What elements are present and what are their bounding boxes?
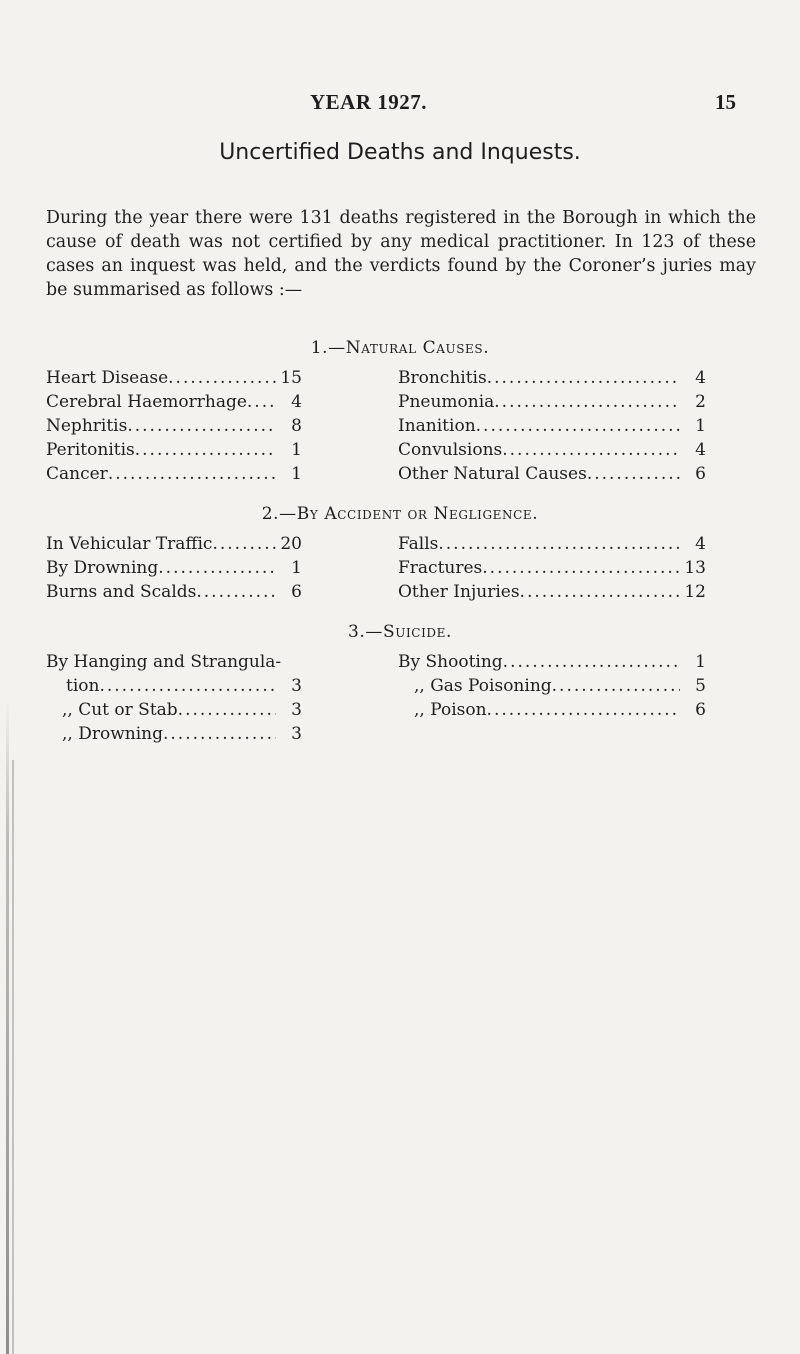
page-number: 15 xyxy=(715,90,736,114)
list-item: Fractures ..... 13 xyxy=(398,558,706,582)
list-item: Cerebral Haemorrhage ..... 4 xyxy=(46,392,302,416)
section-heading-natural-causes: 1.—Natural Causes. xyxy=(310,338,490,358)
page-header xyxy=(0,90,800,120)
list-item-first-line: By Hanging and Strangula- xyxy=(46,652,282,672)
list-item: Heart Disease ..... 15 xyxy=(46,368,302,392)
running-head: YEAR 1927. xyxy=(310,90,428,114)
list-item: Peritonitis ..... 1 xyxy=(46,440,302,464)
list-item: ,, Cut or Stab ..... 3 xyxy=(62,700,302,724)
page-edge-shadow xyxy=(6,700,9,1354)
list-item: By Drowning ..... 1 xyxy=(46,558,302,582)
page-edge-shadow xyxy=(12,760,14,1354)
section-heading-accident: 2.—By Accident or Negligence. xyxy=(261,504,539,524)
list-item: ,, Gas Poisoning ..... 5 xyxy=(414,676,706,700)
page-title: Uncertified Deaths and Inquests. xyxy=(219,140,581,165)
list-item: Nephritis ..... 8 xyxy=(46,416,302,440)
list-item: ,, Poison ..... 6 xyxy=(414,700,706,724)
section-heading-suicide: 3.—Suicide. xyxy=(347,622,453,642)
list-item: ,, Drowning ..... 3 xyxy=(62,724,302,748)
list-item: tion ..... 3 xyxy=(66,676,302,700)
list-item: Convulsions ..... 4 xyxy=(398,440,706,464)
list-item: Falls ..... 4 xyxy=(398,534,706,558)
intro-paragraph: During the year there were 131 deaths registered in the Borough in which the cause of death was not certified by any medical practitioner. In 123 of these cases an inquest was held, and the verdicts found by the Coroner’s juries may be summarised as follows :— xyxy=(46,208,756,300)
list-item: In Vehicular Traffic ..... 20 xyxy=(46,534,302,558)
list-item: By Shooting ..... 1 xyxy=(398,652,706,676)
list-item: Other Natural Causes ..... 6 xyxy=(398,464,706,488)
list-item: Pneumonia ..... 2 xyxy=(398,392,706,416)
list-item: Inanition ..... 1 xyxy=(398,416,706,440)
list-item: Other Injuries ..... 12 xyxy=(398,582,706,606)
list-item: Burns and Scalds ..... 6 xyxy=(46,582,302,606)
list-item: Bronchitis ..... 4 xyxy=(398,368,706,392)
list-item: Cancer ..... 1 xyxy=(46,464,302,488)
